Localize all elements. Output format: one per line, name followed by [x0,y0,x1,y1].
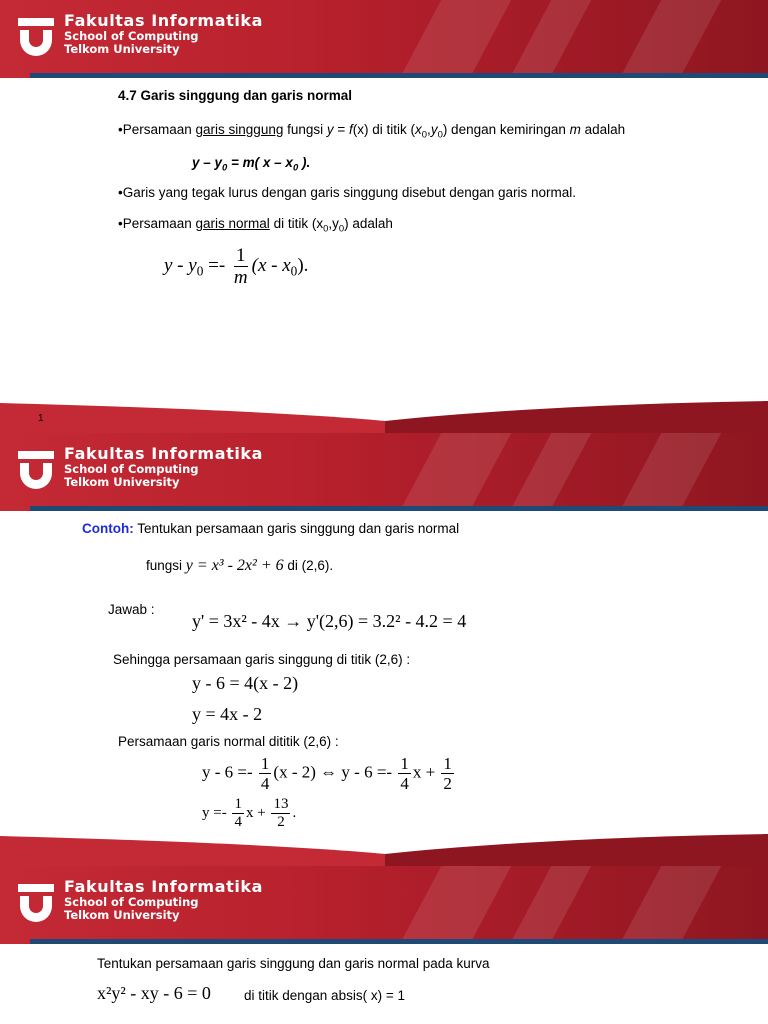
tangent-eq-2: y = 4x - 2 [192,704,263,724]
brand-subtitle-2: Telkom University [64,908,180,922]
normal-eq-1: y - 6 =- $\frac{1}{4}$ (x - 2) ⇔ y - 6 =- $\frac{1}{4}$ x + $\frac{1}{2}$ [202,754,452,793]
brand-text [64,12,263,56]
brand-subtitle-1: School of Computing [64,895,199,909]
slide-2 [0,433,768,866]
normal-eq-2: y =- $\frac{1}{4}$ x + $\frac{13}{2}$ . [202,796,297,830]
bullet-3: •Persamaan garis normal di titik $(x_0,y_0)$ adalah [118,216,393,235]
slide-header [0,433,768,511]
slide-footer [0,397,768,433]
bullet-1: •Persamaan garis singgung fungsi y = f(x) di titik $(x_0,y_0)$ dengan kemiringan m adalah [118,122,626,141]
brand-subtitle-1: School of Computing [64,462,199,476]
function-line: fungsi y = x³ - 2x² + 6 di (2,6). [146,557,334,574]
brand-title: Fakultas Informatika [64,11,264,30]
brand-title: Fakultas Informatika [64,877,264,896]
telkom-logo-icon [16,16,56,56]
answer-label: Jawab : [108,602,155,617]
brand-title: Fakultas Informatika [64,444,264,463]
exercise-task: Tentukan persamaan garis singgung dan garis normal pada kurva [97,956,490,971]
tangent-eq-1: y - 6 = 4(x - 2) [192,673,299,693]
slide-3 [0,866,768,1024]
tangent-formula: $y - y_0 = m$( x – $x_0$ ). [192,155,311,174]
tangent-intro: Sehingga persamaan garis singgung di titik (2,6) : [113,652,411,667]
normal-formula: y - $y_0$ =- $\frac{1}{m}$ $(x - x_0)$. [164,245,309,288]
slide-1 [0,0,768,433]
curve-note: di titik dengan absis( x) = 1 [244,988,405,1003]
telkom-logo-icon [16,449,56,489]
section-heading: 4.7 Garis singgung dan garis normal [118,88,353,103]
slide-footer [0,830,768,866]
brand-text [64,878,263,922]
bullet-2: •Garis yang tegak lurus dengan garis singgung disebut dengan garis normal. [118,185,577,200]
page-number: 1 [38,413,44,424]
curve-equation: x²y² - xy - 6 = 0 [97,983,211,1003]
slide-header [0,0,768,78]
telkom-logo-icon [16,882,56,922]
derivative-line: y' = 3x² - 4x → y'(2,6) = 3.2² - 4.2 = 4 [192,611,467,631]
brand-subtitle-1: School of Computing [64,29,199,43]
slide-header [0,866,768,944]
example-intro: Contoh: Tentukan persamaan garis singgung dan garis normal [82,521,460,536]
normal-intro: Persamaan garis normal dititik (2,6) : [118,734,339,749]
brand-subtitle-2: Telkom University [64,42,180,56]
brand-text [64,445,263,489]
brand-subtitle-2: Telkom University [64,475,180,489]
